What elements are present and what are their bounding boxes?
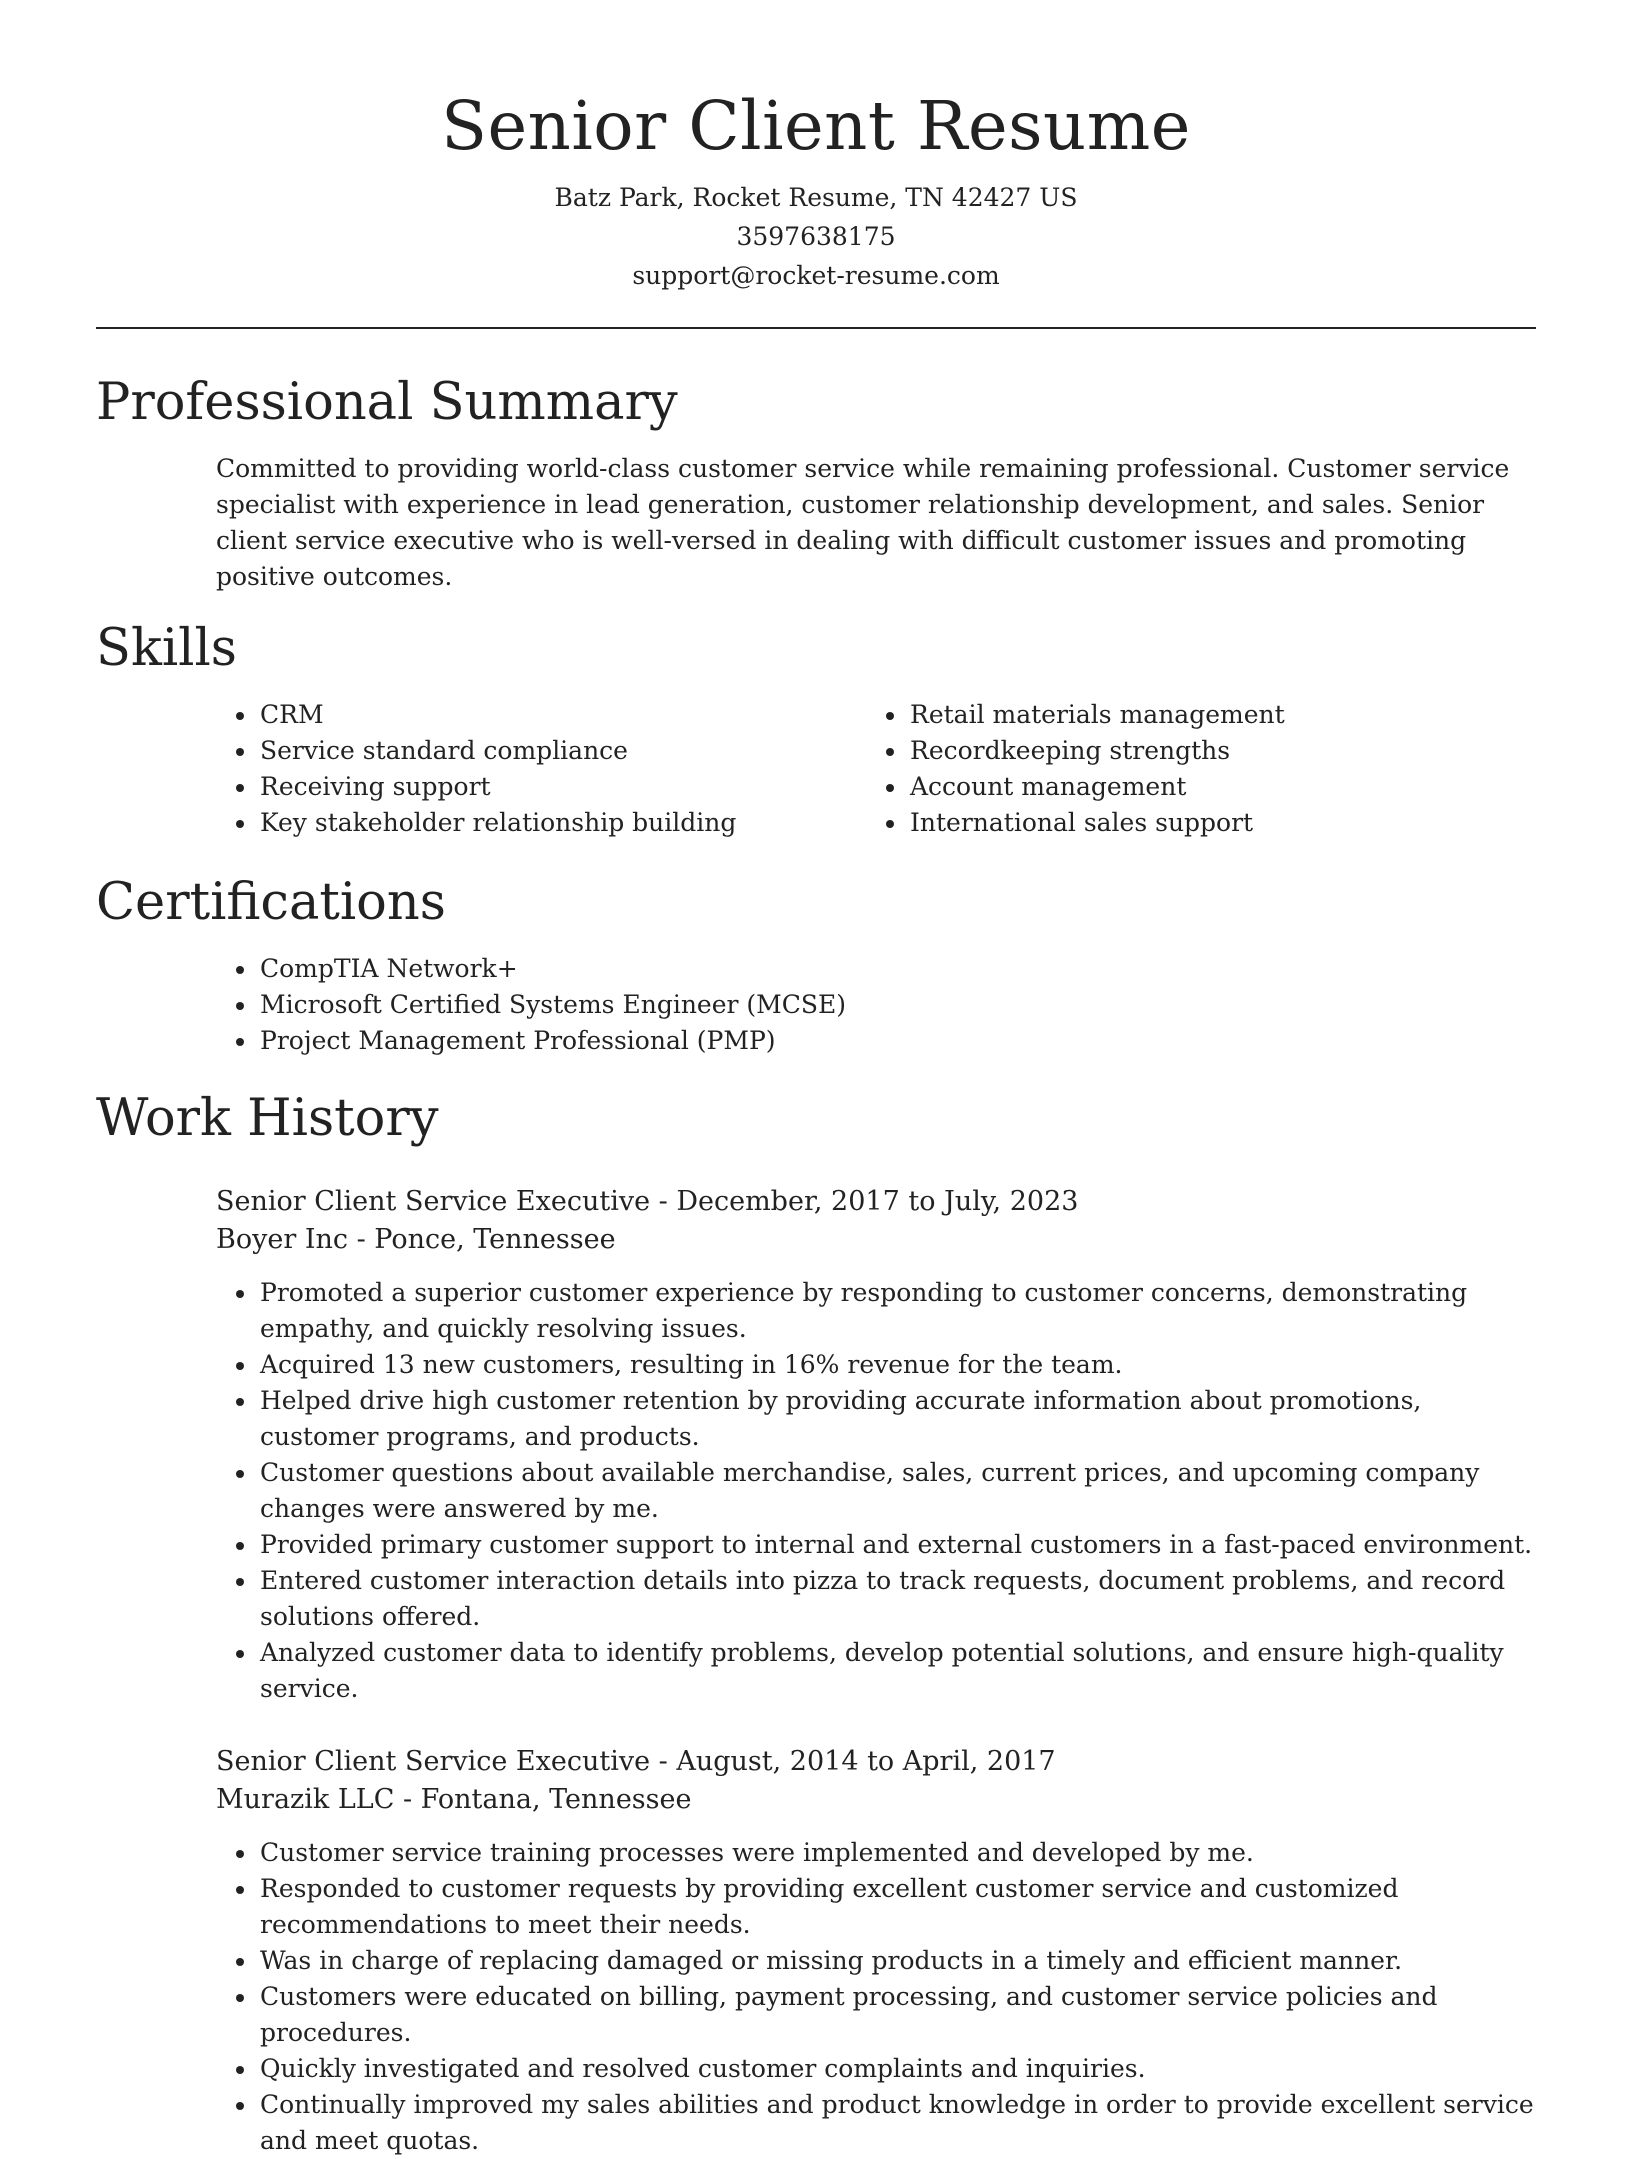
job-bullet: Responded to customer requests by providing excellent customer service and customized recommendations to meet their needs. xyxy=(260,1871,1536,1943)
contact-block xyxy=(96,178,1536,295)
certifications-list xyxy=(260,951,1536,1059)
job-bullet: Quickly investigated and resolved customer complaints and inquiries. xyxy=(260,2051,1536,2087)
job-company-line: Boyer Inc - Ponce, Tennessee xyxy=(216,1224,616,1255)
job-bullet: Entered customer interaction details into pizza to track requests, document problems, and record solutions offered. xyxy=(260,1563,1536,1635)
job-company-line: Murazik LLC - Fontana, Tennessee xyxy=(216,1784,692,1815)
job-bullet: Provided primary customer support to internal and external customers in a fast-paced environment. xyxy=(260,1527,1536,1563)
job-bullet: Promoted a superior customer experience by responding to customer concerns, demonstrating empathy, and quickly resolving issues. xyxy=(260,1275,1536,1347)
resume-header xyxy=(96,0,1536,295)
contact-email: support@rocket-resume.com xyxy=(632,261,1000,290)
job-bullet: Analyzed customer data to identify problems, develop potential solutions, and ensure high-quality service. xyxy=(260,1635,1536,1707)
skill-item: CRM xyxy=(260,697,910,733)
job-bullet: Acquired 13 new customers, resulting in 16% revenue for the team. xyxy=(260,1347,1536,1383)
certification-item: Project Management Professional (PMP) xyxy=(260,1023,1536,1059)
job-role-line: Senior Client Service Executive - August, 2014 to April, 2017 xyxy=(216,1746,1056,1777)
skill-item: Receiving support xyxy=(260,769,910,805)
skills-heading: Skills xyxy=(96,619,237,678)
skill-item: Account management xyxy=(910,769,1536,805)
skills-list-right xyxy=(910,697,1536,841)
skills-section xyxy=(96,619,1536,841)
skills-columns xyxy=(96,697,1536,841)
work-history-heading: Work History xyxy=(96,1089,439,1148)
certifications-section xyxy=(96,873,1536,1059)
job-bullet: Helped drive high customer retention by providing accurate information about promotions, customer programs, and products. xyxy=(260,1383,1536,1455)
resume-page xyxy=(96,0,1536,2159)
skill-item: Retail materials management xyxy=(910,697,1536,733)
job-bullet: Was in charge of replacing damaged or missing products in a timely and efficient manner. xyxy=(260,1943,1536,1979)
summary-text: Committed to providing world-class customer service while remaining professional. Customer service specialist with experience in lead generation, customer relationship development, and sales. Senior client service executive who is well-versed in dealing with difficult customer issues and promoting positive outcomes. xyxy=(216,454,1510,591)
skill-item: Service standard compliance xyxy=(260,733,910,769)
skill-item: Key stakeholder relationship building xyxy=(260,805,910,841)
job-entry xyxy=(216,1183,1536,1707)
certification-item: CompTIA Network+ xyxy=(260,951,1536,987)
skill-item: International sales support xyxy=(910,805,1536,841)
job-bullets xyxy=(260,1275,1536,1707)
skills-list-left xyxy=(260,697,910,841)
contact-address: Batz Park, Rocket Resume, TN 42427 US xyxy=(554,183,1078,212)
job-bullet: Customer questions about available merchandise, sales, current prices, and upcoming company changes were answered by me. xyxy=(260,1455,1536,1527)
job-bullet: Customer service training processes were implemented and developed by me. xyxy=(260,1835,1536,1871)
certifications-heading: Certifications xyxy=(96,873,446,932)
summary-heading: Professional Summary xyxy=(96,373,678,432)
header-divider xyxy=(96,327,1536,329)
job-bullet: Continually improved my sales abilities and product knowledge in order to provide excellent service and meet quotas. xyxy=(260,2087,1536,2159)
job-bullet: Customers were educated on billing, payment processing, and customer service policies and procedures. xyxy=(260,1979,1536,2051)
job-bullets xyxy=(260,1835,1536,2159)
job-entry xyxy=(216,1743,1536,2159)
certification-item: Microsoft Certified Systems Engineer (MCSE) xyxy=(260,987,1536,1023)
resume-name: Senior Client Resume xyxy=(441,87,1191,165)
summary-section xyxy=(96,373,1536,595)
work-history-section xyxy=(96,1089,1536,2159)
job-role-line: Senior Client Service Executive - December, 2017 to July, 2023 xyxy=(216,1186,1079,1217)
skill-item: Recordkeeping strengths xyxy=(910,733,1536,769)
contact-phone: 3597638175 xyxy=(736,222,896,251)
